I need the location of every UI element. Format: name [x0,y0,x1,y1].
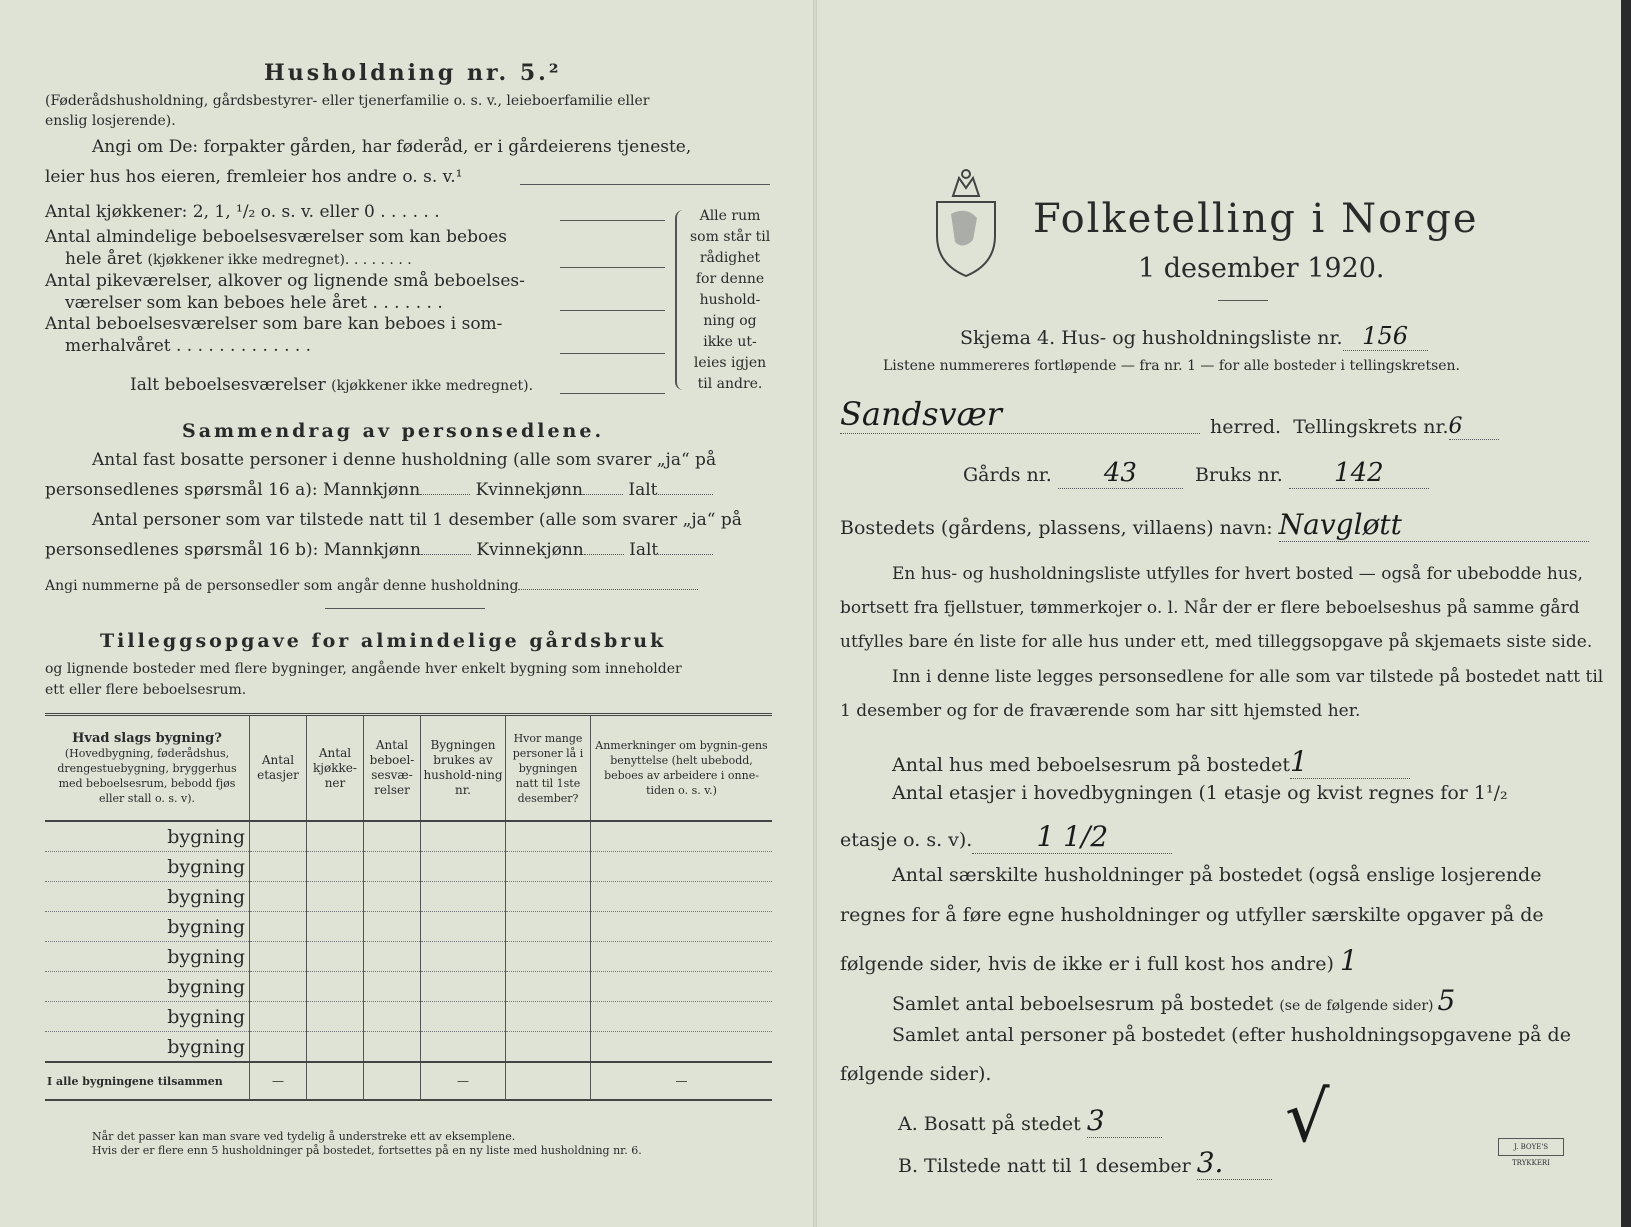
floors-a: Antal etasjer i hovedbygningen (1 etasje og kvist regnes for 1¹/₂ [892,782,1508,804]
total-remarks: — [591,1062,773,1100]
total-floors: — [250,1062,307,1100]
para1-c: utfylles bare én liste for alle hus under ett, med tilleggsopgave på skjemaets siste side. [840,632,1593,652]
list-number-field[interactable]: 156 [1343,322,1428,351]
households-a: Antal særskilte husholdninger på bostedet (også enslige losjerende [892,864,1542,886]
houses-label: Antal hus med beboelsesrum på bostedet [892,754,1291,776]
printer-stamp: J. BOYE'S TRYKKERI [1498,1138,1564,1156]
total-label-1: Ialt [628,480,658,500]
q-rooms-a: Antal almindelige beboelsesværelser som kan beboes [45,227,507,247]
main-title: Folketelling i Norge [1033,196,1479,242]
th-building-type-bold: Hvad slags bygning? [72,730,222,746]
small-rooms-answer[interactable] [560,310,665,311]
para2-a: Inn i denne liste legges personsedlene for alle som var tilstede på bostedet natt til [892,667,1604,687]
female-present-field[interactable] [584,554,624,555]
table-row: bygning [45,882,772,912]
households-field[interactable]: 1 [1339,944,1358,977]
resident-field[interactable]: 3 [1087,1104,1162,1138]
th-household: Bygningen brukes av hushold-ning nr. [421,715,506,822]
check-mark-icon: √ [1285,1076,1330,1158]
summary-title: Sammendrag av personsedlene. [182,420,605,442]
bruks-label: Bruks nr. [1194,464,1283,486]
rooms-answer[interactable] [560,267,665,268]
total-rooms-answer[interactable] [560,393,665,394]
gards-field[interactable]: 43 [1058,458,1183,489]
table-row: bygning [45,852,772,882]
female-resident-field[interactable] [583,494,623,495]
angi-answer-line[interactable] [520,184,770,185]
summary-2b: personsedlenes spørsmål 16 b): Mannkjønn [45,540,421,560]
th-building-type: (Hovedbygning, føderådshus, drengestuebygning, bryggerhus med beboelsesrum, bebodd fjøs eller stall o. s. v). [57,746,237,805]
th-persons: Hvor mange personer lå i bygningen natt til 1ste desember? [506,715,591,822]
numbering-note: Listene nummereres fortløpende — fra nr. 1 — for alle bosteder i tellingskretsen. [883,358,1461,374]
herred-field[interactable]: Sandsvær [840,395,1200,434]
table-total-row [45,1062,772,1100]
q-total-rooms-note: (kjøkkener ikke medregnet). [331,378,534,394]
brace-mark [675,210,691,390]
summary-1b: personsedlenes spørsmål 16 a): Mannkjønn [45,480,421,500]
households-c: følgende sider, hvis de ikke er i full kost hos andre) [840,953,1334,975]
krets-field[interactable]: 6 [1449,414,1499,440]
para2-b: 1 desember og for de fraværende som har sitt hjemsted her. [840,701,1361,721]
total-label: I alle bygningene tilsammen [45,1062,250,1100]
divider [325,608,485,609]
resident-label: A. Bosatt på stedet [898,1113,1081,1135]
kitchens-answer[interactable] [560,220,665,221]
table-row: bygning [45,972,772,1002]
para1-a: En hus- og husholdningsliste utfylles for hvert bosted — også for ubebodde hus, [892,564,1583,584]
total-present-field[interactable] [658,554,713,555]
th-floors: Antal etasjer [250,715,307,822]
q-summer-rooms-a: Antal beboelsesværelser som bare kan beboes i som- [45,314,503,334]
rooms-total-label: Samlet antal beboelsesrum på bostedet [892,993,1274,1015]
household-title: Husholdning nr. 5.² [264,60,562,86]
table-row: bygning [45,1002,772,1032]
persons-a: Samlet antal personer på bostedet (efter husholdningsopgavene på de [892,1024,1571,1046]
houses-field[interactable]: 1 [1290,745,1410,779]
supplement-title: Tilleggsopgave for almindelige gårdsbruk [100,630,667,652]
male-present-field[interactable] [421,554,471,555]
floors-field[interactable]: 1 1/2 [972,820,1172,854]
q-small-rooms-a: Antal pikeværelser, alkover og lignende små beboelses- [45,271,525,291]
footnote-1: Når det passer kan man svare ved tydelig å understreke ett av eksemplene. [92,1130,516,1143]
summer-rooms-answer[interactable] [560,353,665,354]
table-row: bygning [45,821,772,852]
summary-1a: Antal fast bosatte personer i denne husholdning (alle som svarer „ja“ på [92,450,717,470]
page-fold [813,0,817,1227]
total-label-2: Ialt [629,540,659,560]
total-household: — [421,1062,506,1100]
household-subtitle: (Føderådshusholdning, gårdsbestyrer- eller tjenerfamilie o. s. v., leieboerfamilie eller [45,93,650,109]
building-table [45,713,772,1101]
female-label-1: Kvinnekjønn [475,480,583,500]
table-row: bygning [45,942,772,972]
supplement-1: og lignende bosteder med flere bygninger, angående hver enkelt bygning som inneholder [45,661,682,677]
footnote-2: Hvis der er flere enn 5 husholdninger på bostedet, fortsettes på en ny liste med husholdning nr. 6. [92,1144,642,1157]
persons-b: følgende sider). [840,1063,992,1085]
numbers-field[interactable] [518,589,698,590]
herred-label: herred. [1210,416,1282,438]
rooms-total-field[interactable]: 5 [1437,984,1456,1017]
household-subtitle-2: enslig losjerende). [45,113,176,129]
female-label-2: Kvinnekjønn [476,540,584,560]
bruks-field[interactable]: 142 [1289,458,1429,489]
male-resident-field[interactable] [420,494,470,495]
th-kitchens: Antal kjøkke-ner [307,715,364,822]
th-rooms: Antal beboel-sesvæ-relser [364,715,421,822]
th-remarks: Anmerkninger om bygnin-gens benyttelse (helt ubebodd, beboes av arbeidere i onne-tiden o. s. v.) [591,715,773,822]
coat-of-arms-icon [933,166,999,278]
para1-b: bortsett fra fjellstuer, tømmerkojer o. l. Når der er flere beboelseshus på samme gård [840,598,1580,618]
bosted-field[interactable]: Navgløtt [1279,508,1589,542]
total-resident-field[interactable] [658,494,713,495]
q-total-rooms: Ialt beboelsesværelser [130,375,326,395]
q-small-rooms-b: værelser som kan beboes hele året . . . . . . . [65,293,443,313]
q-rooms-c: (kjøkkener ikke medregnet). . . . . . . . [147,252,412,268]
angi-line-2: leier hus hos eieren, fremleier hos andre o. s. v.¹ [45,167,463,187]
brace-note: Alle rum som står til rådighet for denne hushold- ning og ikke ut- leies igjen til andre. [690,208,771,392]
numbers-label: Angi nummerne på de personsedler som angår denne husholdning [45,578,519,594]
q-rooms-b: hele året [65,249,143,269]
present-field[interactable]: 3. [1197,1146,1272,1180]
skjema-label: Skjema 4. Hus- og husholdningsliste nr. [960,327,1343,349]
supplement-2: ett eller flere beboelsesrum. [45,682,247,698]
households-b: regnes for å føre egne husholdninger og utfyller særskilte opgaver på de [840,904,1544,926]
table-row: bygning [45,912,772,942]
title-rule [1218,300,1268,301]
gards-label: Gårds nr. [963,464,1052,486]
angi-line-1: Angi om De: forpakter gården, har føderåd, er i gårdeierens tjeneste, [92,137,692,157]
rooms-total-note: (se de følgende sider) [1279,998,1434,1014]
floors-b: etasje o. s. v). [840,829,973,851]
krets-label: Tellingskrets nr. [1293,416,1449,438]
present-label: B. Tilstede natt til 1 desember [898,1155,1191,1177]
q-summer-rooms-b: merhalvåret . . . . . . . . . . . . . [65,336,312,356]
summary-2a: Antal personer som var tilstede natt til 1 desember (alle som svarer „ja“ på [92,510,742,530]
q-kitchens: Antal kjøkkener: 2, 1, ¹/₂ o. s. v. eller 0 . . . . . . [45,202,440,222]
bosted-label: Bostedets (gårdens, plassens, villaens) navn: [840,517,1273,539]
table-row: bygning [45,1032,772,1063]
census-date: 1 desember 1920. [1138,253,1385,284]
scan-edge [1621,0,1631,1227]
